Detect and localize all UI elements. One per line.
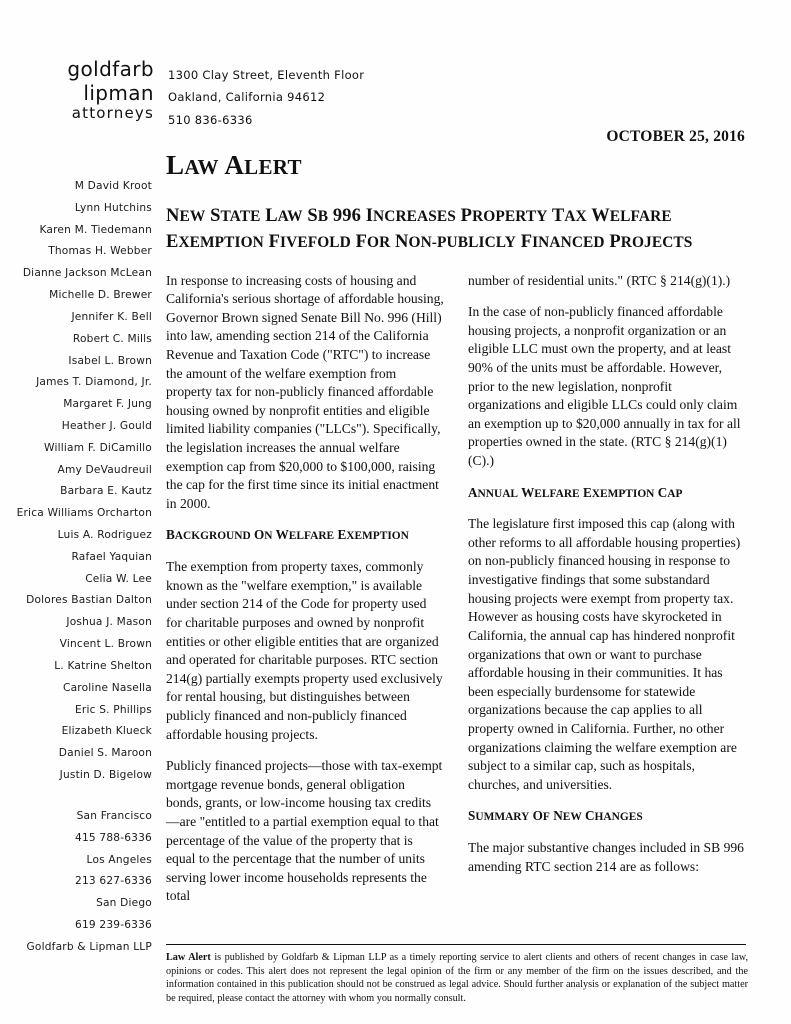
attorney-name: Elizabeth Klueck bbox=[61, 725, 152, 738]
attorney-name: M David Kroot bbox=[74, 180, 152, 192]
headline: NEW STATE LAW SB 996 INCREASES PROPERTY TAX WELFARE EXEMPTION FIVEFOLD FOR NON-PUBLICLY FINANCED PROJECTS bbox=[166, 206, 693, 253]
office-line: Goldfarb & Lipman LLP bbox=[26, 940, 152, 953]
attorney-name: Rafael Yaquian bbox=[71, 550, 152, 563]
address-line-3: 510 836-6336 bbox=[168, 112, 253, 127]
paragraph: In the case of non-publicly financed affordable housing projects, a nonprofit organization or an eligible LLC must own the property, and at least 90% of the units must be affordable. However, prior to the new legislation, nonprofit organizations and eligible LLCs could only claim an exemption up to $20,000 annually in tax for all properties owned in the state. (RTC § 214(g)(1)(C).) bbox=[468, 304, 741, 469]
right-column bbox=[468, 272, 746, 920]
attorney-name: Heather J. Gould bbox=[61, 419, 152, 432]
office-line: San Francisco bbox=[76, 810, 152, 822]
office-line: 415 788-6336 bbox=[75, 831, 152, 844]
office-line: 213 627-6336 bbox=[75, 875, 152, 888]
attorney-name: Erica Williams Orcharton bbox=[16, 507, 152, 520]
attorney-name: Thomas H. Webber bbox=[48, 245, 152, 258]
document-body bbox=[166, 150, 746, 919]
firm-logo bbox=[44, 58, 154, 123]
footer-text: is published by Goldfarb & Lipman LLP as a timely reporting service to alert clients and others of recent changes in case law, opinions or codes. This alert does not represent the legal opinion of the firm or any member of the firm on the issues described, and the information contained in this publication should not be construed as legal advice. Should further analysis or explanation of the subject matter be required, please contact the attorney with whom you normally consult. bbox=[166, 952, 748, 1004]
logo-line-1: goldfarb bbox=[67, 57, 154, 81]
section-heading-annual-cap: ANNUAL WELFARE EXEMPTION CAP bbox=[468, 484, 683, 500]
address-line-2: Oakland, California 94612 bbox=[168, 90, 326, 105]
attorney-name: Dianne Jackson McLean bbox=[22, 267, 152, 280]
two-column-layout bbox=[166, 272, 746, 920]
section-heading-summary: SUMMARY OF NEW CHANGES bbox=[468, 808, 643, 824]
office-line: 619 239-6336 bbox=[75, 919, 152, 932]
paragraph: In response to increasing costs of housing and California's serious shortage of affordable housing, Governor Brown signed Senate Bill No. 996 (Hill) into law, amending section 214 of the California Revenue and Taxation Code ("RTC") to increase the amount of the welfare exemption from property tax for non-publicly financed affordable housing owned by nonprofit entities and eligible limited liability companies ("LLCs"). Specifically, the legislation increases the annual welfare exemption cap from $20,000 to $100,000, raising the cap for the first time since its initial enactment in 2000. bbox=[166, 272, 444, 511]
attorney-name: Celia W. Lee bbox=[85, 572, 152, 585]
firm-address bbox=[168, 64, 364, 131]
attorney-name: Robert C. Mills bbox=[72, 332, 152, 345]
attorney-name: William F. DiCamillo bbox=[44, 441, 152, 454]
office-line: Los Angeles bbox=[86, 853, 152, 866]
page-title: LAW ALERT bbox=[166, 150, 302, 180]
logo-line-3: attorneys bbox=[71, 104, 154, 123]
paragraph: The major substantive changes included in SB 996 amending RTC section 214 are as follows: bbox=[468, 840, 744, 874]
attorney-name: Caroline Nasella bbox=[62, 681, 152, 694]
logo-line-2: lipman bbox=[83, 80, 154, 105]
attorney-list bbox=[0, 176, 152, 787]
attorney-name: Isabel L. Brown bbox=[68, 354, 152, 367]
address-line-1: 1300 Clay Street, Eleventh Floor bbox=[168, 68, 365, 82]
attorney-name: Joshua J. Mason bbox=[66, 616, 152, 629]
attorney-name: Daniel S. Maroon bbox=[58, 747, 152, 760]
attorney-name: Margaret F. Jung bbox=[63, 398, 152, 411]
attorney-name: Dolores Bastian Dalton bbox=[26, 594, 152, 607]
attorney-name: Justin D. Bigelow bbox=[59, 768, 152, 781]
attorney-name: Eric S. Phillips bbox=[75, 703, 152, 716]
attorney-name: James T. Diamond, Jr. bbox=[36, 376, 152, 389]
paragraph: The exemption from property taxes, commonly known as the "welfare exemption," is available under section 214 of the Code for property used for charitable purposes and owned by nonprofit entities or other eligible entities that are organized and operated for charitable purposes. RTC section 214(g) partially exempts property used exclusively for rental housing, but distinguishes between publicly financed and non-publicly financed affordable housing projects. bbox=[166, 559, 443, 742]
alert-date: OCTOBER 25, 2016 bbox=[606, 128, 745, 145]
attorney-name: L. Katrine Shelton bbox=[54, 659, 152, 672]
attorney-name: Jennifer K. Bell bbox=[71, 310, 152, 323]
left-column bbox=[166, 272, 444, 920]
attorney-name: Michelle D. Brewer bbox=[49, 289, 152, 302]
attorney-name: Karen M. Tiedemann bbox=[39, 223, 152, 236]
paragraph: Publicly financed projects—those with tax-exempt mortgage revenue bonds, general obligation bonds, grants, or low-income housing tax credits—are "entitled to a partial exemption equal to that percentage of the value of the property that is equal to the percentage that the number of units serving lower income households represents the total bbox=[166, 758, 443, 904]
attorney-name: Vincent L. Brown bbox=[59, 638, 152, 651]
paragraph: number of residential units." (RTC § 214(g)(1).) bbox=[468, 272, 731, 288]
attorney-name: Barbara E. Kautz bbox=[60, 485, 152, 498]
office-list bbox=[0, 806, 152, 959]
attorney-name: Amy DeVaudreuil bbox=[57, 463, 152, 476]
paragraph: The legislature first imposed this cap (along with other reforms to all affordable housing properties) on non-publicly financed housing in response to investigative findings that some substandard housing projects were exempt from property tax. However as housing costs have skyrocketed in California, the annual cap has hindered nonprofit organizations that own or want to purchase affordable housing in their communities. It has been especially burdensome for statewide organizations because the cap applies to all property owned in California. Further, no other organizations claiming the welfare exemption are subject to a similar cap, such as hospitals, churches, and universities. bbox=[468, 516, 741, 792]
attorney-name: Lynn Hutchins bbox=[74, 201, 152, 214]
footer-disclaimer bbox=[166, 951, 748, 1005]
footer-divider bbox=[166, 944, 746, 945]
section-heading-background: BACKGROUND ON WELFARE EXEMPTION bbox=[166, 527, 409, 543]
attorney-name: Luis A. Rodriguez bbox=[57, 529, 152, 541]
office-line: San Diego bbox=[96, 897, 152, 910]
footer-lead: Law Alert bbox=[166, 952, 211, 963]
